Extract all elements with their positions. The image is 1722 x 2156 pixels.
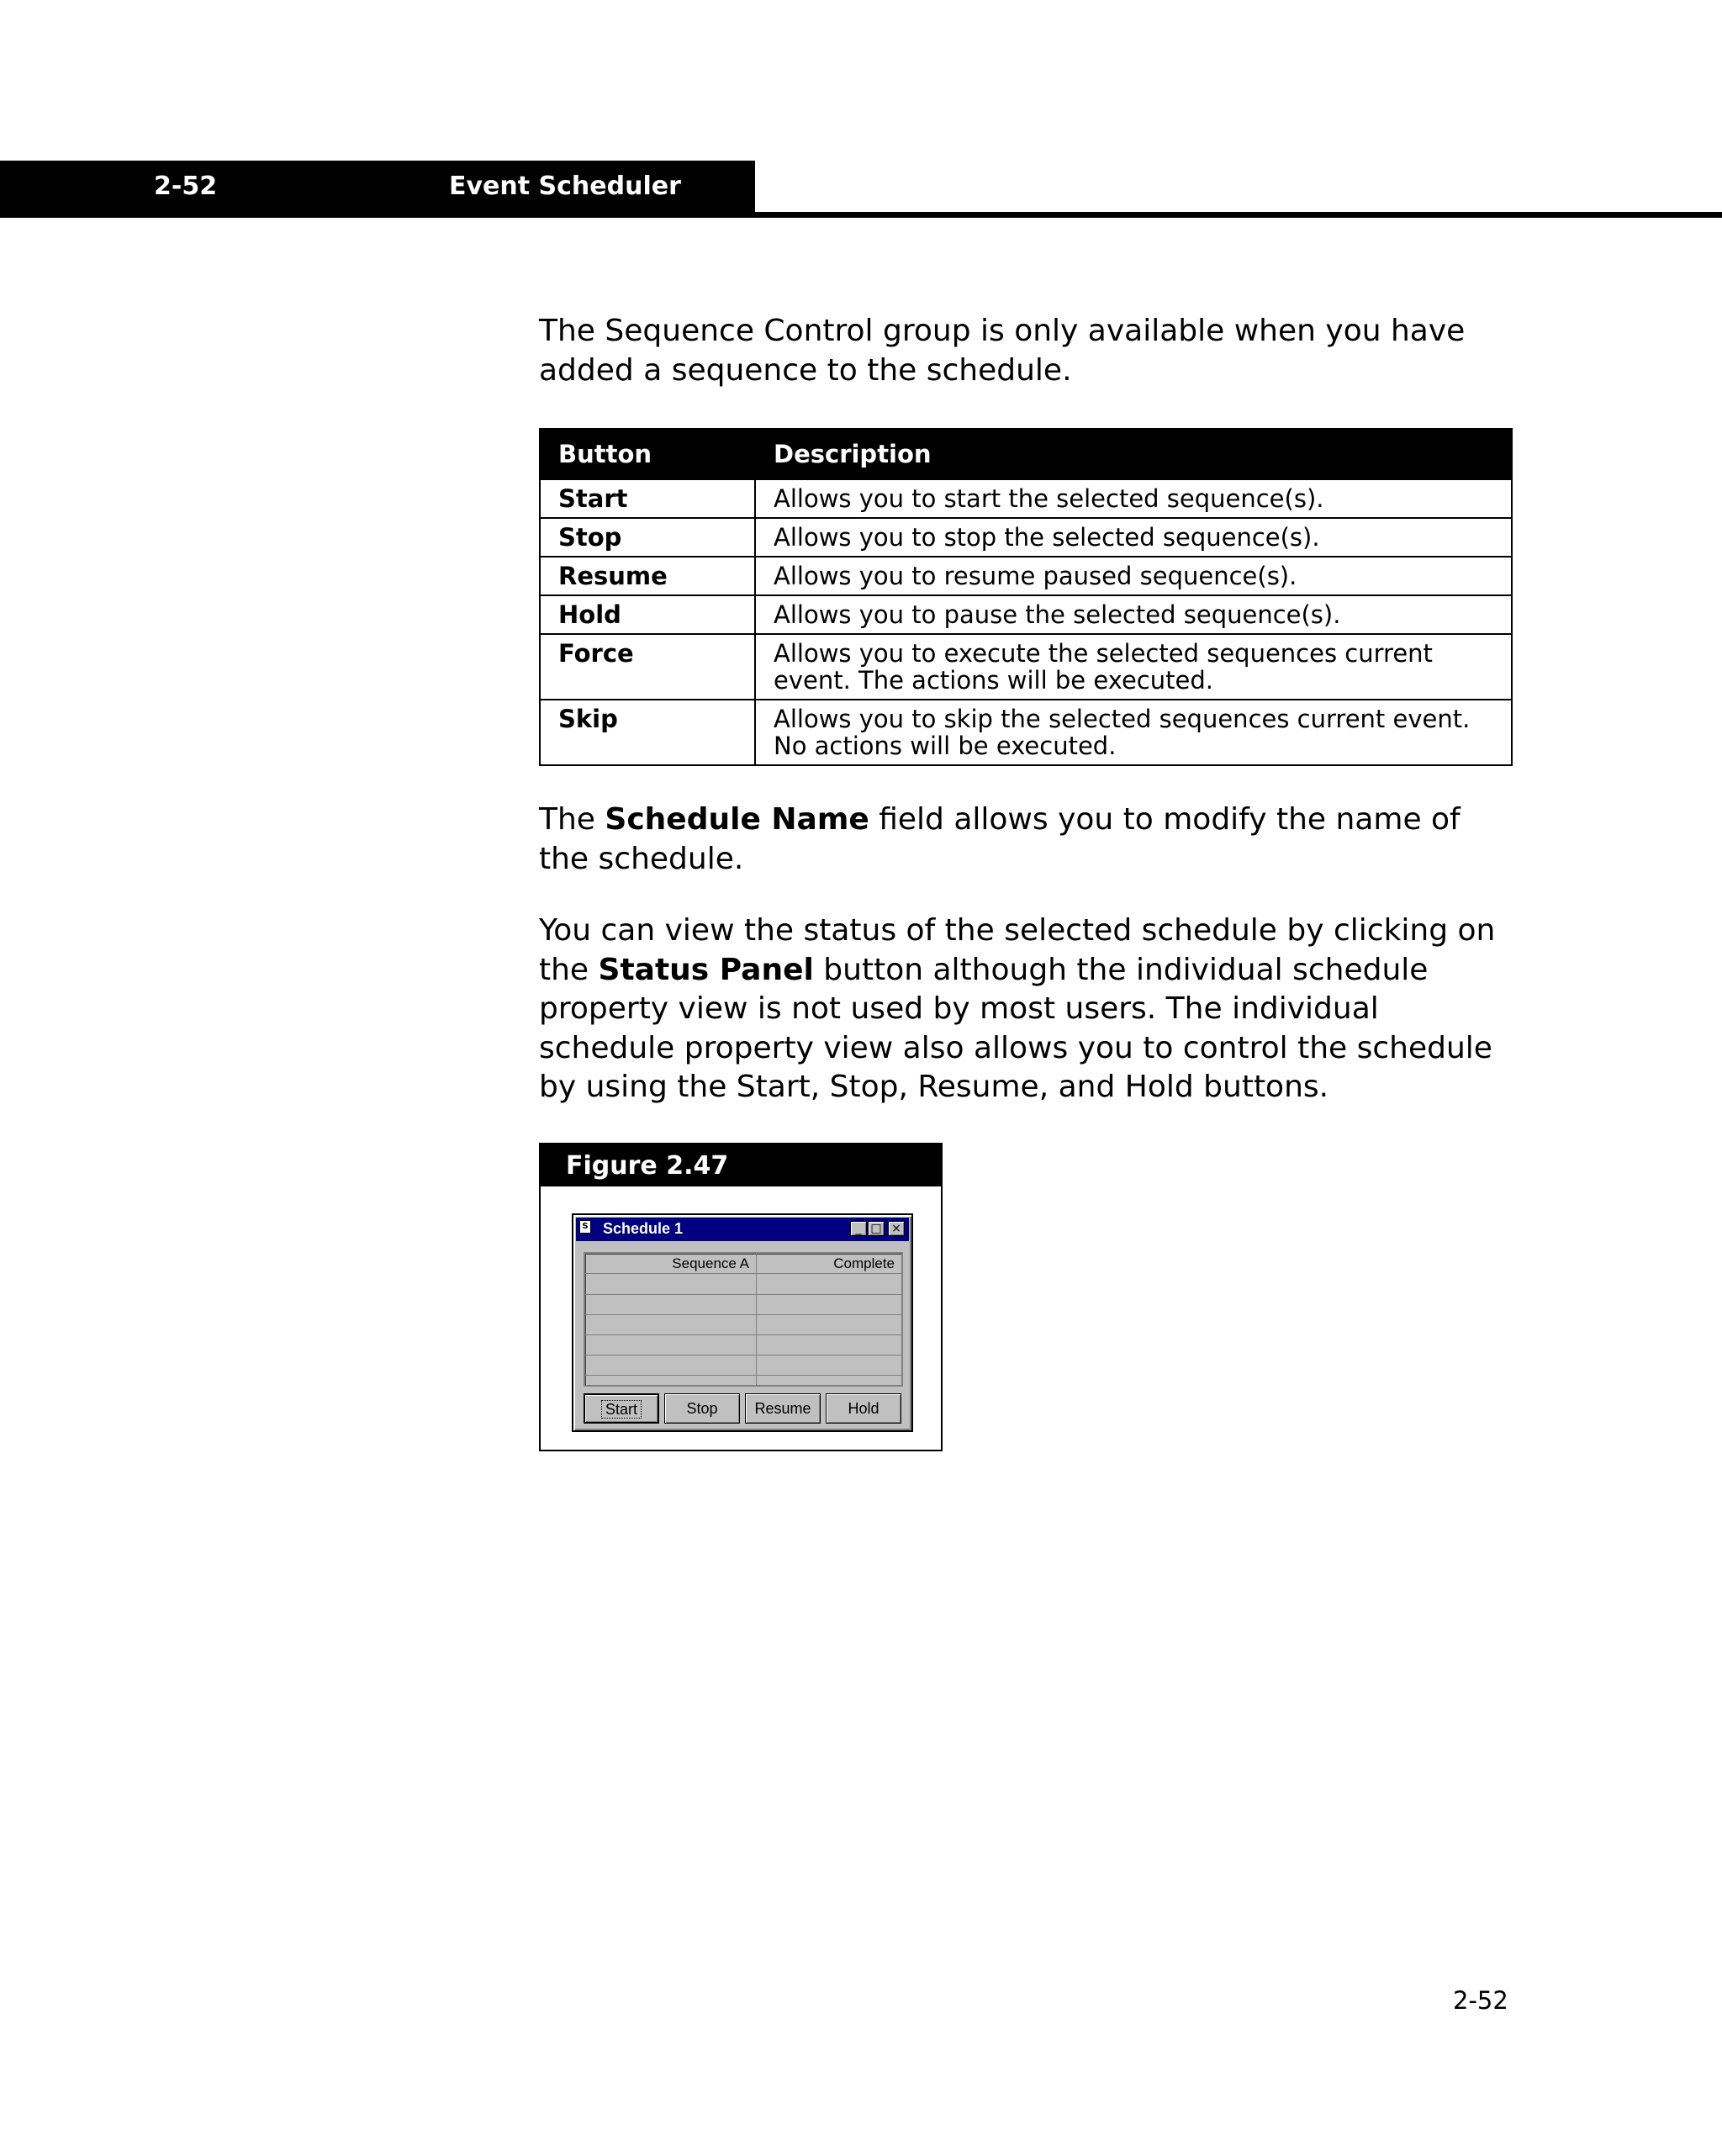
hold-button[interactable]: Hold [826, 1393, 901, 1424]
grid-row-divider [585, 1334, 901, 1335]
row-button-name: Skip [540, 700, 755, 765]
header-rule [0, 212, 1722, 218]
maximize-icon[interactable]: □ [868, 1221, 885, 1236]
grid-row-divider [585, 1314, 901, 1315]
header-title: Event Scheduler [449, 172, 681, 201]
schedule-name-paragraph [539, 801, 1514, 879]
column-header-sequence[interactable]: Sequence A [585, 1254, 756, 1274]
app-icon: S [579, 1220, 591, 1234]
status-panel-paragraph [539, 912, 1514, 1107]
figure-label-bar [541, 1144, 941, 1186]
start-button[interactable] [584, 1393, 659, 1424]
table-row [540, 479, 1512, 518]
text-run: button although the individual schedule property view is not used by most users. The individual schedule property view also allows you to control the schedule by using the Start, Stop, Resume, and Hold buttons. [539, 952, 1492, 1104]
row-button-name: Stop [540, 518, 755, 557]
row-description: Allows you to pause the selected sequence(s). [755, 595, 1512, 634]
row-description: Allows you to skip the selected sequences current event. No actions will be executed. [755, 700, 1512, 765]
table-row [540, 634, 1512, 700]
row-button-name: Start [540, 479, 755, 518]
row-description: Allows you to start the selected sequence(s). [755, 479, 1512, 518]
row-description: Allows you to stop the selected sequence(s). [755, 518, 1512, 557]
sequence-grid[interactable] [584, 1252, 903, 1387]
row-button-name: Force [540, 634, 755, 700]
column-header-status[interactable]: Complete [756, 1254, 901, 1274]
table-row [540, 518, 1512, 557]
figure-box [539, 1143, 943, 1451]
button-description-table [539, 428, 1513, 766]
table-row [540, 700, 1512, 765]
stop-button[interactable]: Stop [664, 1393, 740, 1424]
table-row [540, 595, 1512, 634]
row-description: Allows you to resume paused sequence(s). [755, 557, 1512, 595]
window-title: Schedule 1 [603, 1220, 684, 1237]
figure-label: Figure 2.47 [566, 1151, 729, 1181]
table-header-row [540, 429, 1512, 479]
table-header-button: Button [540, 429, 755, 479]
row-button-name: Hold [540, 595, 755, 634]
footer-page-number: 2-52 [1453, 1986, 1508, 2015]
minimize-icon[interactable]: _ [850, 1221, 867, 1236]
table-header-description: Description [755, 429, 1512, 479]
text-run: The [539, 802, 605, 837]
grid-row-divider [585, 1375, 901, 1376]
header-page-number: 2-52 [154, 172, 218, 201]
bold-term: Status Panel [598, 952, 814, 987]
row-description: Allows you to execute the selected sequences current event. The actions will be executed. [755, 634, 1512, 700]
grid-column-divider [756, 1254, 757, 1385]
close-icon[interactable]: × [888, 1221, 905, 1236]
resume-button[interactable]: Resume [745, 1393, 821, 1424]
text-run: You can view the status of the selected schedule by clicking on the [539, 913, 1496, 987]
table-row [540, 557, 1512, 595]
grid-row-divider [585, 1294, 901, 1295]
start-button-label: Start [602, 1401, 641, 1418]
intro-paragraph: The Sequence Control group is only available when you have added a sequence to the schedule. [539, 314, 1466, 388]
row-button-name: Resume [540, 557, 755, 595]
bold-term: Schedule Name [605, 802, 869, 837]
window-titlebar[interactable] [576, 1218, 909, 1241]
text-run: field allows you to modify the name of the schedule. [539, 802, 1461, 876]
schedule-window [572, 1213, 913, 1432]
